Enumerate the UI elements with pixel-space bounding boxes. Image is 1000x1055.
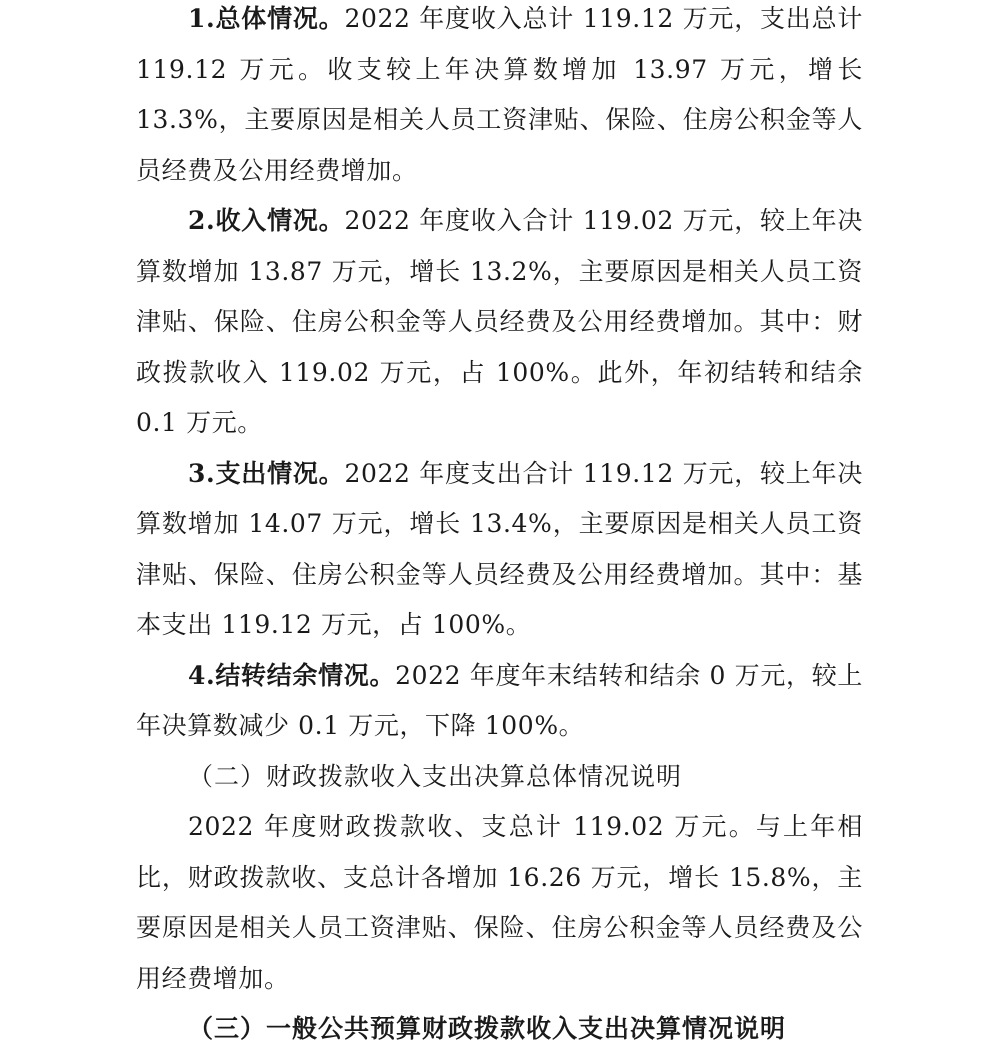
section-title: 2.收入情况。 — [188, 206, 345, 235]
section-title: 4.结转结余情况。 — [188, 660, 396, 690]
section-income — [136, 196, 863, 449]
document-page — [136, 0, 863, 1055]
section-overall — [136, 0, 863, 196]
heading-fiscal-appropriation-overview: （二）财政拨款收入支出决算总体情况说明 — [188, 761, 683, 791]
section-title: 3.支出情况。 — [188, 458, 345, 488]
section-body: 2022 年度支出合计 119.12 万元，较上年决算数增加 14.07 万元，增长 13.4%，主要原因是相关人员工资津贴、保险、住房公积金等人员经费及公用经费增加。其中：基本支出 119.12 万元，占 100%。 — [136, 458, 863, 639]
fiscal-appropriation-paragraph: 2022 年度财政拨款收、支总计 119.02 万元。与上年相比，财政拨款收、支总计各增加 16.26 万元，增长 15.8%，主要原因是相关人员工资津贴、保险、住房公积金等人员经费及公用经费增加。 — [136, 812, 863, 993]
section-carryover — [136, 651, 863, 752]
section-body: 2022 年度收入总计 119.12 万元，支出总计 119.12 万元。收支较上年决算数增加 13.97 万元，增长 13.3%，主要原因是相关人员工资津贴、保险、住房公积金等人员经费及公用经费增加。 — [136, 4, 863, 185]
section-title: 1.总体情况。 — [188, 4, 345, 33]
heading-general-public-budget: （三）一般公共预算财政拨款收入支出决算情况说明 — [188, 1014, 787, 1043]
section-body: 2022 年度年末结转和结余 0 万元，较上年决算数减少 0.1 万元，下降 100%。 — [136, 660, 863, 740]
section-expenditure — [136, 449, 863, 651]
section-body: 2022 年度收入合计 119.02 万元，较上年决算数增加 13.87 万元，增长 13.2%，主要原因是相关人员工资津贴、保险、住房公积金等人员经费及公用经费增加。其中：财政拨款收入 119.02 万元，占 100%。此外，年初结转和结余 0.1 万元。 — [136, 206, 863, 437]
